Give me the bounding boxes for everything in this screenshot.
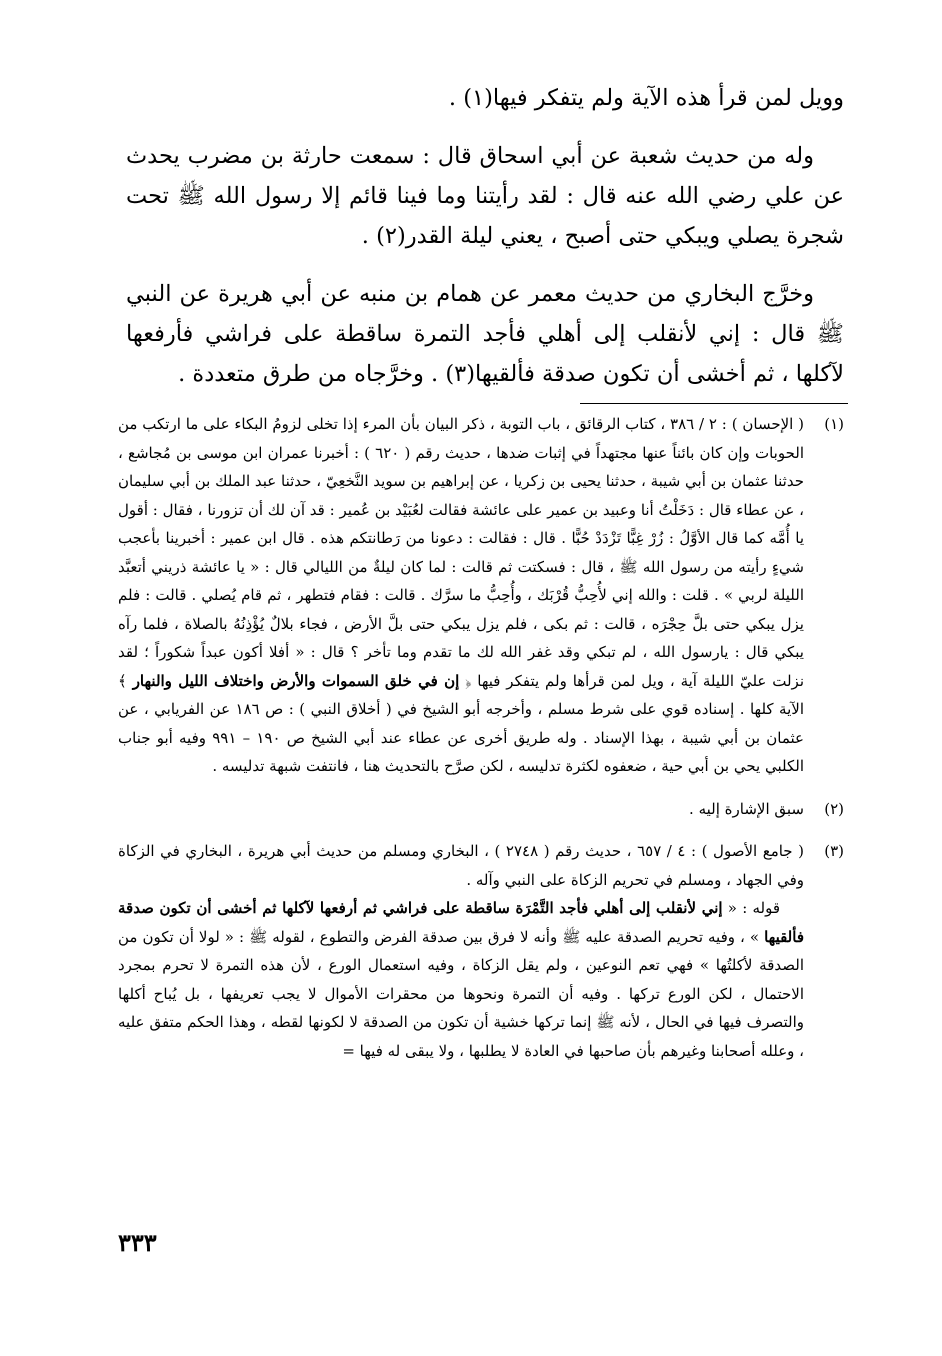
hadith-quote: إني لأنقلب إلى أهلي فأجد التَّمْرَة ساقطة على فراشي ثم أرفعها لآكلها ثم أخشى أن تكون صدقة فألقيها xyxy=(118,899,804,946)
footnote-2 xyxy=(118,795,844,824)
main-paragraph-1: وويل لمن قرأ هذه الآية ولم يتفكر فيها(١) . xyxy=(448,85,844,111)
footnote-number: (١) xyxy=(824,415,844,433)
quran-verse: إن في خلق السموات والأرض واختلاف الليل والنهار xyxy=(132,671,460,690)
footnote-text: سبق الإشارة إليه . xyxy=(689,799,804,818)
quote-intro: قوله : « xyxy=(722,899,781,917)
footnote-text-part: ( الإحسان ) : ٢ / ٣٨٦ ، كتاب الرقائق ، باب التوبة ، ذكر البيان بأن المرء إذا تخلى لزومُ البكاء على ما ارتكب من الحوبات وإن كان بائناً عنها مجتهداً في إثبات ضدها ، حديث رقم ( ٦٢٠ ) : أخبرنا عمران ابن موسى بن مُجاشع ، حدثنا عثمان بن أبي شيبة ، حدثنا يحيى بن زكريا ، عن إبراهيم بن سويد النَّخعِيّ ، حدثنا عبد الملك بن أبي سليمان ، عن عطاء قال : دَخَلْتُ أنا وعبيد بن عمير على عائشة فقالت لعُبَيْد بن عُمير : قد آن لك أن تزورنا ، فقال : أقول يا أُمَّه كما قال الأوَّلُ : زُرْ غِبًّا تَزْدَدْ حُبًّا . قال : فقالت : دعونا من رَطانتكم هذه . قال ابن عمير : أخبرينا بأعجب شيءٍ رأيته من رسول الله ﷺ ، قال : فسكتت ثم قالت : لما كان ليلةٌ من الليالي قال : « يا عائشة ذريني أتعبَّد الليلة لربي » . قلت : والله إني لأُحِبُّ قُرْبَك ، وأُحِبُّ ما سرَّك . قالت : فقام فتطهر ، ثم قام يُصلي . قالت : فلم يزل يبكي حتى بلَّ حِجْرَه ، قالت : ثم بكى ، فلم يزل يبكي حتى بلَّ الأرض ، فجاء بلالٌ يُؤْذِنُهُ بالصلاة ، فلما رآه يبكي قال : يارسول الله ، لم تبكي وقد غفر الله لك ما تقدم وما تأخر ؟ قال : « أفلا أكون عبداً شكوراً ؛ لقد نزلت عليّ الليلة آية ، ويل لمن قرأها ولم يتفكر فيها ﴿ xyxy=(118,415,805,690)
footnote-text-part: » ، وفيه تحريم الصدقة عليه ﷺ وأنه لا فرق بين صدقة الفرض والتطوع ، لقوله ﷺ : « لولا أن تكون من الصدقة لأكلتُها » فهي تعم النوعين ، ولم يقل الزكاة ، وفيه استعمال الورع ، لأن هذه التمرة لا تحرم بمجرد الاحتمال ، لكن الورع تركها . وفيه أن التمرة ونحوها من محقرات الأموال لا يجب تعريفها ، بل يُباح أكلها والتصرف فيها في الحال ، لأنه ﷺ إنما تركها خشية أن تكون من الصدقة لا لكونها لقطه ، وهذا الحكم متفق عليه ، وعلله أصحابنا وغيرهم بأن صاحبها في العادة لا يطلبها ، ولا يبقى له فيها = xyxy=(118,927,804,1060)
footnote-text-part: ﴾ الآية كلها . إسناده قوي على شرط مسلم ، وأخرجه أبو الشيخ في ( أخلاق النبي ) : ص ١٨٦ عن الفريابي ، عن عثمان بن أبي شيبة ، بهذا الإسناد . وله طريق أخرى عن عطاء عند أبي الشيخ ص ١٩٠ – ٩٩١ وفيه أبو جناب الكلبي يحي بن أبي حية ، ضعفوه لكثرة تدليسه ، لكن صرَّح بالتحديث هنا ، فانتفت شبهة تدليسه . xyxy=(118,671,804,775)
main-text xyxy=(126,78,844,412)
footnote-separator xyxy=(580,403,848,404)
main-paragraph-3: وخرَّج البخاري من حديث معمر عن همام بن منبه عن أبي هريرة عن النبي ﷺ قال : إني لأنقلب إلى أهلي فأجد التمرة ساقطة على فراشي فأرفعها لآكلها ، ثم أخشى أن تكون صدقة فألقيها(٣) . وخرَّجاه من طرق متعددة . xyxy=(126,281,844,387)
footnote-text: ( جامع الأصول ) : ٤ / ٦٥٧ ، حديث رقم ( ٢٧٤٨ ) ، البخاري ومسلم من حديث أبي هريرة ، البخاري في الزكاة وفي الجهاد ، ومسلم في تحريم الزكاة على النبي وآله . xyxy=(118,842,804,889)
footnote-number: (٣) xyxy=(824,842,844,860)
footnote-commentary xyxy=(118,894,804,1065)
footnotes xyxy=(118,410,844,1079)
footnote-1 xyxy=(118,410,844,781)
footnote-text xyxy=(118,410,804,781)
footnote-number: (٢) xyxy=(824,799,844,818)
main-paragraph-2: وله من حديث شعبة عن أبي اسحاق قال : سمعت حارثة بن مضرب يحدث عن علي رضي الله عنه قال : لقد رأيتنا وما فينا قائم إلا رسول الله ﷺ تحت شجرة يصلي ويبكي حتى أصبح ، يعني ليلة القدر(٢) . xyxy=(126,143,844,249)
page-number: ٣٣٣ xyxy=(118,1228,157,1257)
footnote-3 xyxy=(118,837,844,1065)
